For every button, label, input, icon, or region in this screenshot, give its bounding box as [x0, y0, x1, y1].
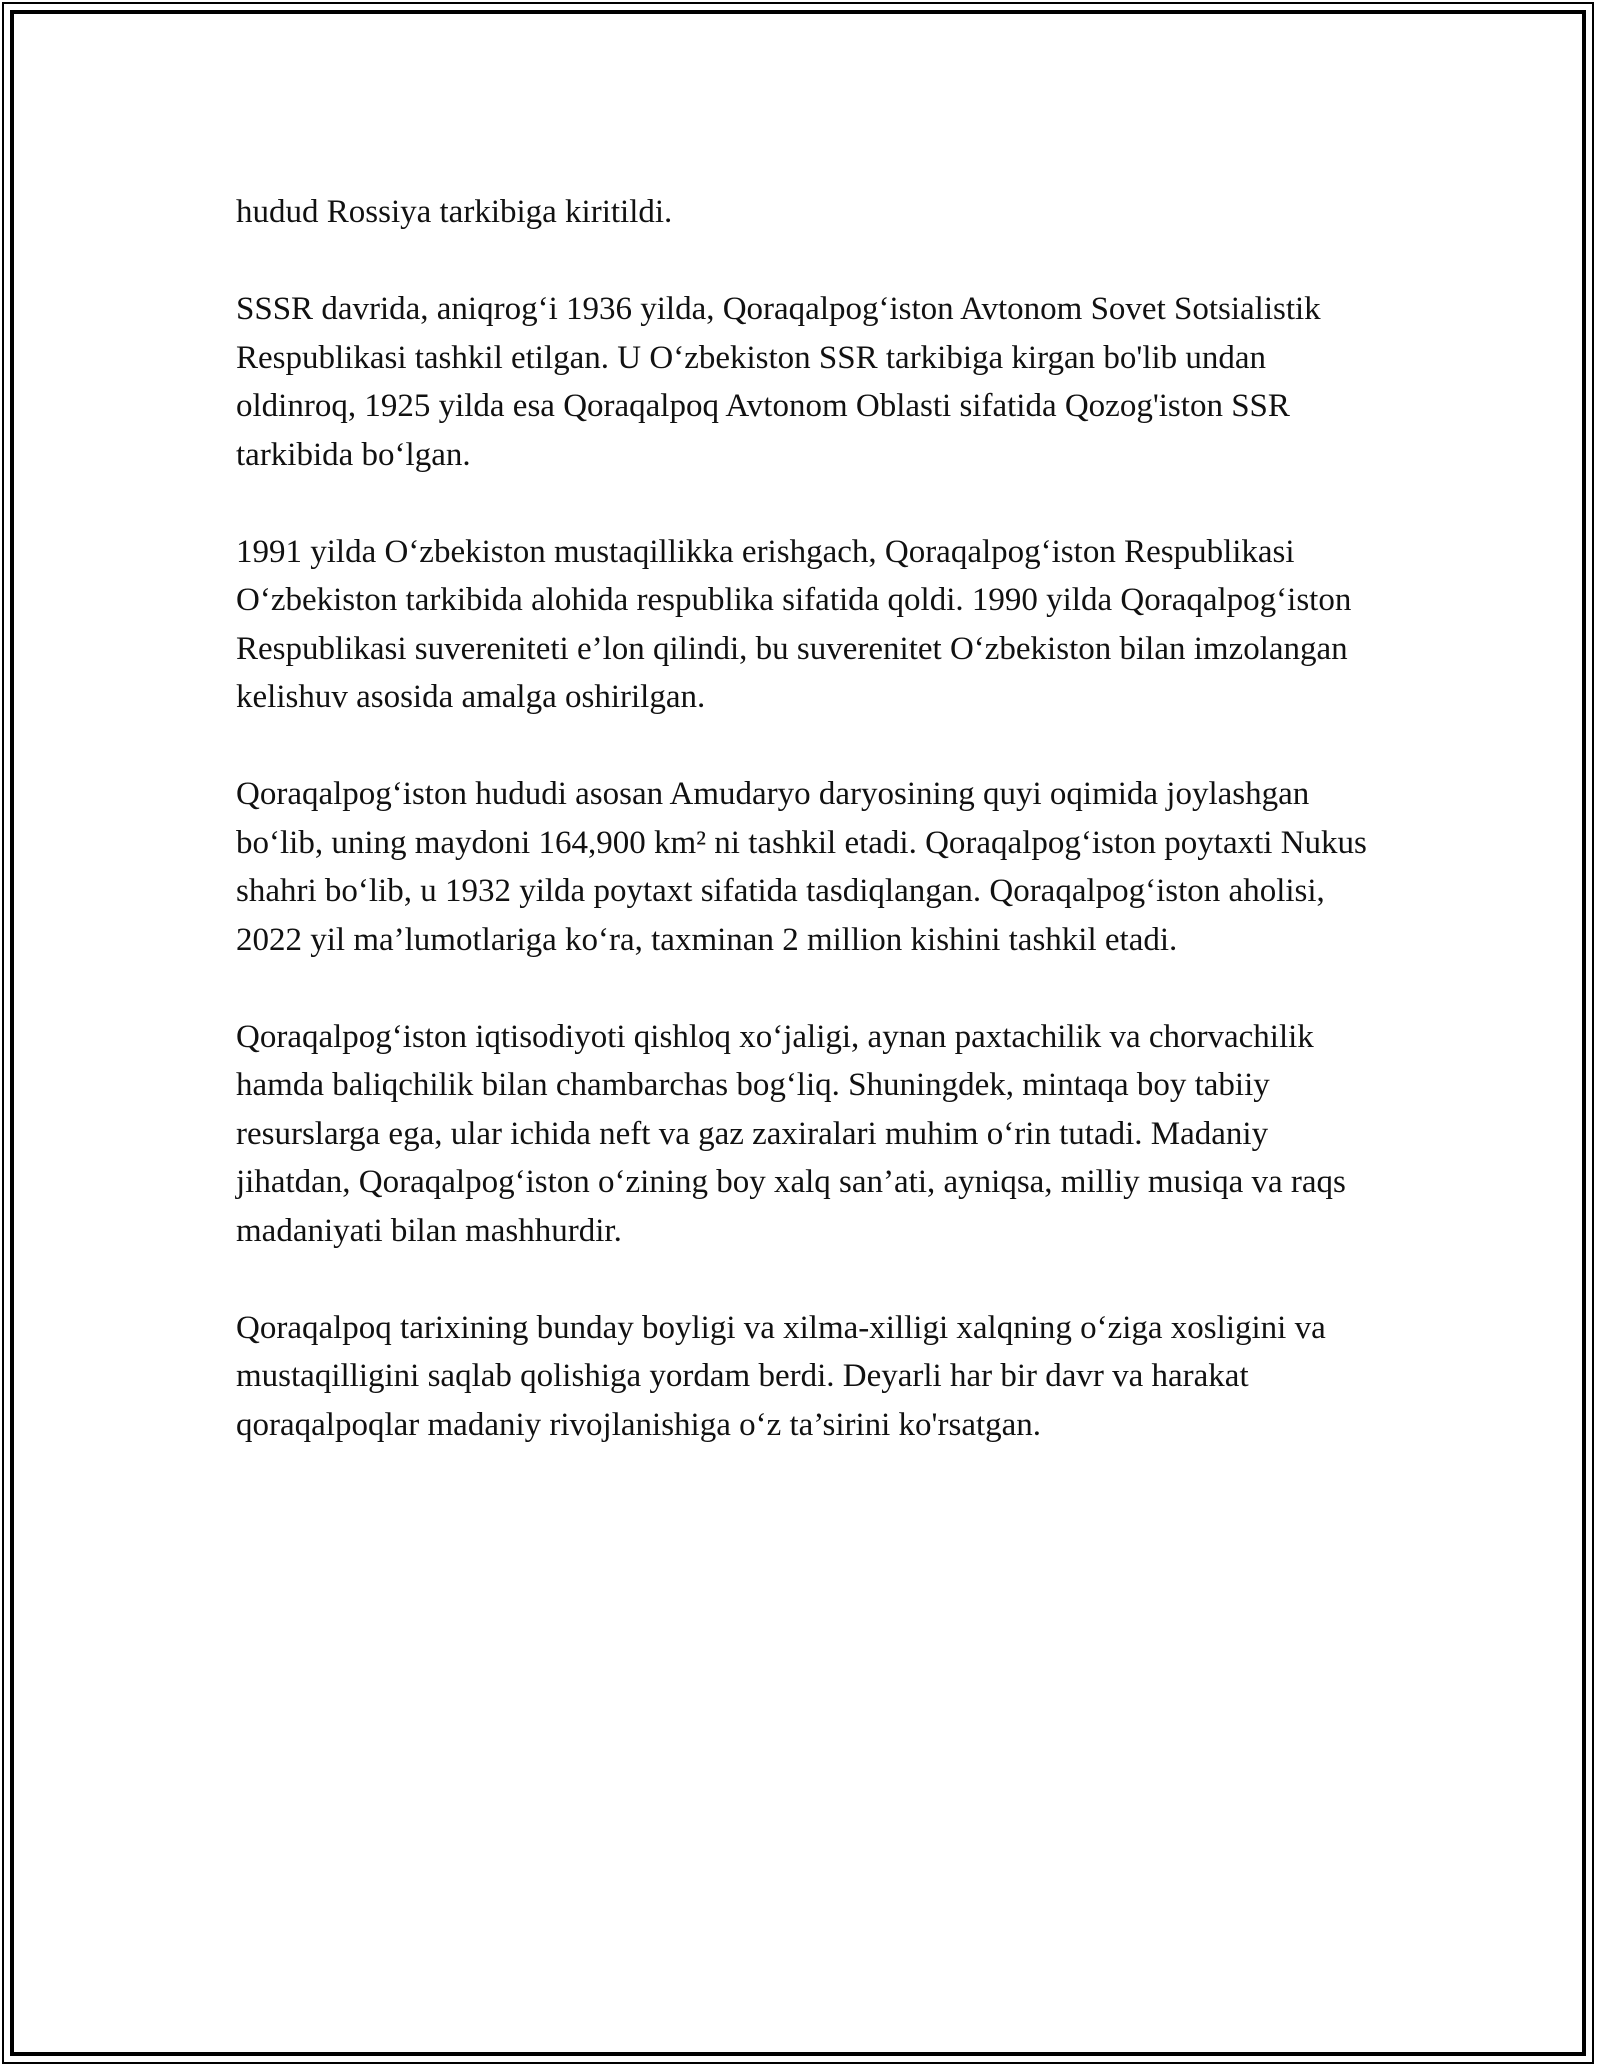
document-body [236, 188, 1376, 1498]
paragraph-3: 1991 yilda O‘zbekiston mustaqillikka erishgach, Qoraqalpog‘iston Respublikasi O‘zbekiston tarkibida alohida respublika sifatida qoldi. 1990 yilda Qoraqalpog‘iston Respublikasi suvereniteti e’lon qilindi, bu suverenitet O‘zbekiston bilan imzolangan kelishuv asosida amalga oshirilgan. [236, 533, 1352, 715]
paragraph-4: Qoraqalpog‘iston hududi asosan Amudaryo daryosining quyi oqimida joylashgan bo‘lib, uning maydoni 164,900 km² ni tashkil etadi. Qoraqalpog‘iston poytaxti Nukus shahri bo‘lib, u 1932 yilda poytaxt sifatida tasdiqlangan. Qoraqalpog‘iston aholisi, 2022 yil ma’lumotlariga ko‘ra, taxminan 2 million kishini tashkil etadi. [236, 776, 1367, 958]
paragraph-5: Qoraqalpog‘iston iqtisodiyoti qishloq xo‘jaligi, aynan paxtachilik va chorvachilik hamda baliqchilik bilan chambarchas bog‘liq. Shuningdek, mintaqa boy tabiiy resurslarga ega, ular ichida neft va gaz zaxiralari muhim o‘rin tutadi. Madaniy jihatdan, Qoraqalpog‘iston o‘zining boy xalq san’ati, ayniqsa, milliy musiqa va raqs madaniyati bilan mashhurdir. [236, 1018, 1346, 1249]
paragraph-2: SSSR davrida, aniqrog‘i 1936 yilda, Qoraqalpog‘iston Avtonom Sovet Sotsialistik Respublikasi tashkil etilgan. U O‘zbekiston SSR tarkibiga kirgan bo'lib undan oldinroq, 1925 yilda esa Qoraqalpoq Avtonom Oblasti sifatida Qozog'iston SSR tarkibida bo‘lgan. [236, 291, 1321, 473]
paragraph-6: Qoraqalpoq tarixining bunday boyligi va xilma-xilligi xalqning o‘ziga xosligini va mustaqilligini saqlab qolishiga yordam berdi. Deyarli har bir davr va harakat qoraqalpoqlar madaniy rivojlanishiga o‘z ta’sirini ko'rsatgan. [236, 1309, 1326, 1443]
paragraph-1: hudud Rossiya tarkibiga kiritildi. [236, 194, 673, 230]
